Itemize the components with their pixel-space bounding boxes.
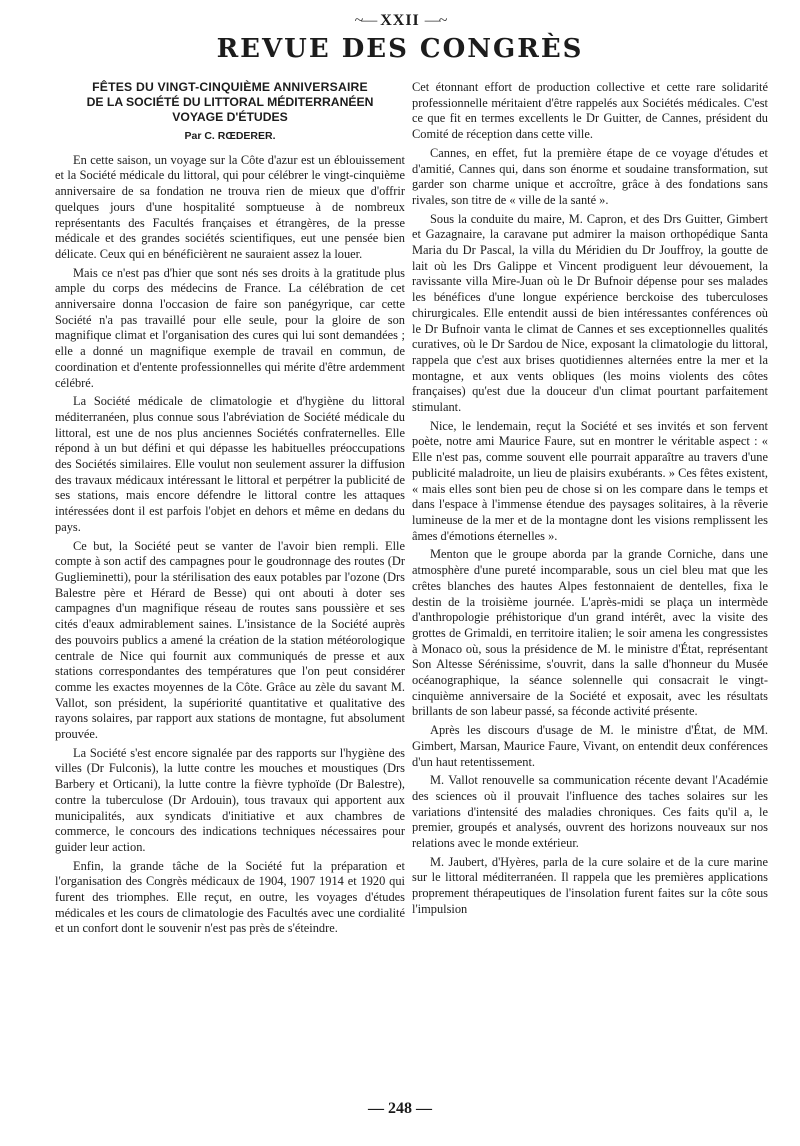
folio-ornament-right-icon: —~ bbox=[424, 12, 446, 29]
article-byline: Par C. RŒDERER. bbox=[184, 130, 276, 142]
left-column bbox=[55, 76, 405, 940]
paragraph: En cette saison, un voyage sur la Côte d'azur est un éblouissement et la Société médicale du littoral, qui pour célébrer le vingt-cinquième anniversaire de sa fondation ne trouva rien de mieux que d'offrir quelques jours d'une hospitalité somptueuse à de nombreux représentants des Facultés françaises et étrangères, de la presse médicale et des grandes sociétés scientifiques, eut une pensée bien délicate. Ceux qui en bénéficièrent ne sauraient assez la louer. bbox=[55, 152, 405, 261]
article-title-line-1: FÊTES DU VINGT-CINQUIÈME ANNIVERSAIRE bbox=[92, 80, 368, 94]
paragraph: Après les discours d'usage de M. le ministre d'État, de MM. Gimbert, Marsan, Maurice Faure, Vivant, on entendit deux conférences d'un haut retentissement. bbox=[412, 723, 768, 769]
folio-ornament-left-icon: ~— bbox=[354, 12, 376, 29]
right-column bbox=[412, 80, 768, 921]
paragraph: Enfin, la grande tâche de la Société fut la préparation et l'organisation des Congrès médicaux de 1904, 1907 1914 et 1920 qui furent des triomphes. Elle reçut, en outre, les voyages d'études médicales et les cours de climatologie des Facultés avec une cordialité et un confort dont le souvenir n'est pas près de s'éteindre. bbox=[55, 858, 405, 936]
paragraph: Cannes, en effet, fut la première étape de ce voyage d'études et d'amitié, Cannes qui, dans son énorme et soudaine transformation, sut garder son charme unique et accroître, grâce à des fondations sans rivales, son titre de « ville de la santé ». bbox=[412, 145, 768, 207]
paragraph: La Société médicale de climatologie et d'hygiène du littoral méditerranéen, plus connue sous l'abréviation de Société médicale du littoral, est une de nos plus anciennes Sociétés confraternelles. Elle répond à un but défini et qui dépasse les habituelles préoccupations des Sociétés similaires. Elle voulut non seulement assurer la diffusion des travaux médicaux intéressant le littoral et perpétrer la publicité de ses stations, mais encore défendre le littoral contre les attaques intéressées dont il est parfois l'objet en dehors et même en dedans du pays. bbox=[55, 394, 405, 534]
roman-folio-text: XXII bbox=[380, 12, 420, 29]
paragraph: Nice, le lendemain, reçut la Société et ses invités et son fervent poète, notre ami Maurice Faure, sut en montrer le véritable aspect : « Elle n'est pas, comme souvent elle pourrait apparaître au travers d'une publicité maladroite, un lieu de plaisirs exubérants. » Ces fêtes existent, « mais elles sont bien peu de chose si on les compare dans le temps et dans l'espace à l'immense étendue des paysages solitaires, à la rêverie lumineuse de la mer et de la montagne dont les visions remplissent les âmes d'émotions éternelles ». bbox=[412, 418, 768, 543]
paragraph: M. Jaubert, d'Hyères, parla de la cure solaire et de la cure marine sur le littoral méditerranéen. Il rappela que les premières applications proprement thérapeutiques de l'insolation furent faites sur la côte sous l'impulsion bbox=[412, 854, 768, 916]
paragraph: La Société s'est encore signalée par des rapports sur l'hygiène des villes (Dr Fulconis), la lutte contre les mouches et moustiques (Drs Barbery et Orticani), la lutte contre la fièvre typhoïde (Dr Balestre), contre la tuberculose (Dr Ardouin), tous travaux qui apportent aux municipalités, aux syndicats d'initiative et aux chambres de commerce, le concours des indications techniques nécessaires pour guider leur action. bbox=[55, 745, 405, 854]
paragraph: Cet étonnant effort de production collective et cette rare solidarité professionnelle méritaient d'être rappelés aux Sociétés médicales. C'est ce que fit en termes excellents le Dr Guitter, de Cannes, président du Comité de réception dans cette ville. bbox=[412, 80, 768, 142]
journal-title: REVUE DES CONGRÈS bbox=[216, 34, 584, 64]
paragraph: Ce but, la Société peut se vanter de l'avoir bien rempli. Elle compte à son actif des campagnes pour le goudronnage des routes (Dr Guglieminetti), pour la stérilisation des eaux potables par l'ozone (Drs Balestre père et Hérard de Besse) qui ont abouti à doter ses campagnes d'un magnifique réseau de routes sans poussière et ses cités d'eaux admirablement saines. L'insistance de la Société auprès des pouvoirs publics a amené la création de la station météorologique centrale de Nice qui fournit aux communiqués de presse et aux stations correspondantes des températures que l'on peut considérer comme les exactes moyennes de la Côte. Grâce au zèle du savant M. Vallot, son président, la supériorité quantitative et qualitative des rayons solaires, par rapport aux stations de montagne, fut absolument prouvée. bbox=[55, 538, 405, 742]
paragraph: Sous la conduite du maire, M. Capron, et des Drs Guitter, Gimbert et Gazagnaire, la caravane put admirer la maison orthopédique Santa Maria du Dr Pascal, la villa du Méridien du Dr Jouffroy, la goutte de lait où les Drs Galippe et Vincent prodiguent leur dévouement, la ravissante villa Mire-Juan où le Dr Bufnoir dépense pour ses malades les bénéfices d'une longue expérience berckoise des tuberculoses chirurgicales. Elle entendit aussi de bien intéressantes conférences où le Dr Bufnoir vanta le climat de Cannes et ses exceptionnelles qualités curatives, où le Dr Sardou de Nice, exposant la climatologie du littoral, rappela que c'est aux brises quotidiennes alternées entre la mer et la montagne, et aux vents obliques (les moins violents des côtes françaises) qu'est due la douceur d'un climat pourtant parfaitement stimulant. bbox=[412, 211, 768, 415]
roman-folio bbox=[0, 12, 800, 30]
paragraph: Mais ce n'est pas d'hier que sont nés ses droits à la gratitude plus ample du corps des médecins de France. La célébration de cet anniversaire donna l'occasion de faire son panégyrique, car cette Société n'a pas travaillé pour elle seule, pour la gloire de son magnifique climat et l'organisation des cures qui lui sont demandées ; elle a donné un magnifique exemple de travail en commun, de coordination et d'entente professionnelles qui mérite d'être ardemment célébré. bbox=[55, 265, 405, 390]
article-title-line-2: DE LA SOCIÉTÉ DU LITTORAL MÉDITERRANÉEN bbox=[86, 95, 374, 109]
paragraph: Menton que le groupe aborda par la grande Corniche, dans une atmosphère d'une pureté incomparable, sous un ciel bleu mat que les crêtes blanches des hautes Alpes festonnaient de dentelles, fixa le destin de la troisième journée. L'après-midi se plaça un intermède d'anthropologie préhistorique d'un grand intérêt, avec la visite des grottes de Grimaldi, en territoire italien; le soir amena les congressistes à Monaco où, sous la présidence de M. le ministre d'État, représentant Son Altesse Sérénissime, s'ouvrit, dans la salle d'honneur du Musée océanographique, la séance solennelle qui consacrait le vingt-cinquième anniversaire de la Société et exposait, avec les résultats brillants de son labeur passé, sa féconde activité présente. bbox=[412, 547, 768, 719]
page-number: — 248 — bbox=[368, 1100, 432, 1117]
article-subtitle: VOYAGE D'ÉTUDES bbox=[172, 110, 288, 124]
paragraph: M. Vallot renouvelle sa communication récente devant l'Académie des sciences où il prouvait l'influence des taches solaires sur les variations d'intensité des maladies chroniques. Ces faits qu'il a, le premier, groupés et analysés, ouvrent des horizons nouveaux sur nos relations avec le monde extérieur. bbox=[412, 773, 768, 851]
